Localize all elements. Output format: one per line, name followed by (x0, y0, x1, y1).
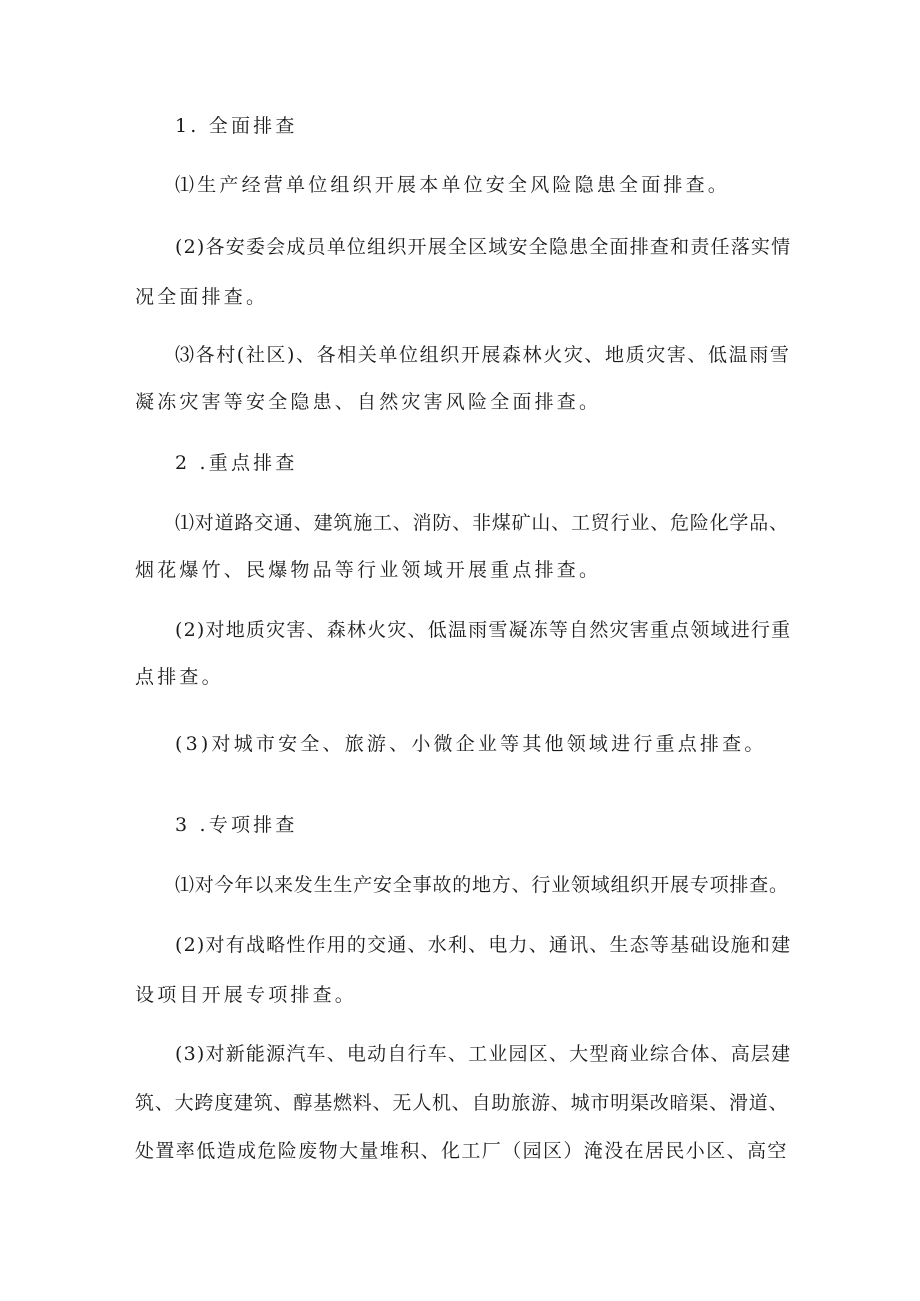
paragraph-3-3-line-2: 筑、大跨度建筑、醇基燃料、无人机、自助旅游、城市明渠改暗渠、滑道、 (135, 1092, 789, 1114)
paragraph-3-3-line-1: (3)对新能源汽车、电动自行车、工业园区、大型商业综合体、高层建 (175, 1043, 792, 1065)
paragraph-3-2-line-1: (2)对有战略性作用的交通、水利、电力、通讯、生态等基础设施和建 (175, 934, 792, 956)
section-heading-3: 3 .专项排查 (175, 814, 298, 836)
paragraph-2-3-line-1: (3)对城市安全、旅游、小微企业等其他领域进行重点排查。 (175, 733, 767, 755)
paragraph-2-1-line-2: 烟花爆竹、民爆物品等行业领域开展重点排查。 (135, 559, 602, 581)
paragraph-1-3-line-1: ⑶各村(社区)、各相关单位组织开展森林火灾、地质灾害、低温雨雪 (175, 344, 791, 366)
paragraph-2-2-line-2: 点排查。 (135, 666, 224, 688)
paragraph-2-1-line-1: ⑴对道路交通、建筑施工、消防、非煤矿山、工贸行业、危险化学品、 (175, 512, 789, 534)
paragraph-2-2-line-1: (2)对地质灾害、森林火灾、低温雨雪凝冻等自然灾害重点领域进行重 (175, 619, 792, 641)
section-heading-2: 2 .重点排查 (175, 452, 298, 474)
paragraph-3-3-line-3: 处置率低造成危险废物大量堆积、化工厂（园区）淹没在居民小区、高空 (135, 1140, 788, 1162)
paragraph-3-2-line-2: 设项目开展专项排查。 (135, 984, 358, 1006)
paragraph-1-2-line-2: 况全面排查。 (135, 286, 269, 308)
section-heading-1: 1. 全面排查 (175, 115, 298, 137)
paragraph-3-1-line-1: ⑴对今年以来发生生产安全事故的地方、行业领域组织开展专项排查。 (175, 874, 789, 896)
paragraph-1-1-line-1: ⑴生产经营单位组织开展本单位安全风险隐患全面排查。 (175, 174, 731, 196)
paragraph-1-3-line-2: 凝冻灾害等安全隐患、自然灾害风险全面排查。 (135, 391, 602, 413)
paragraph-1-2-line-1: (2)各安委会成员单位组织开展全区域安全隐患全面排查和责任落实情 (175, 236, 792, 258)
